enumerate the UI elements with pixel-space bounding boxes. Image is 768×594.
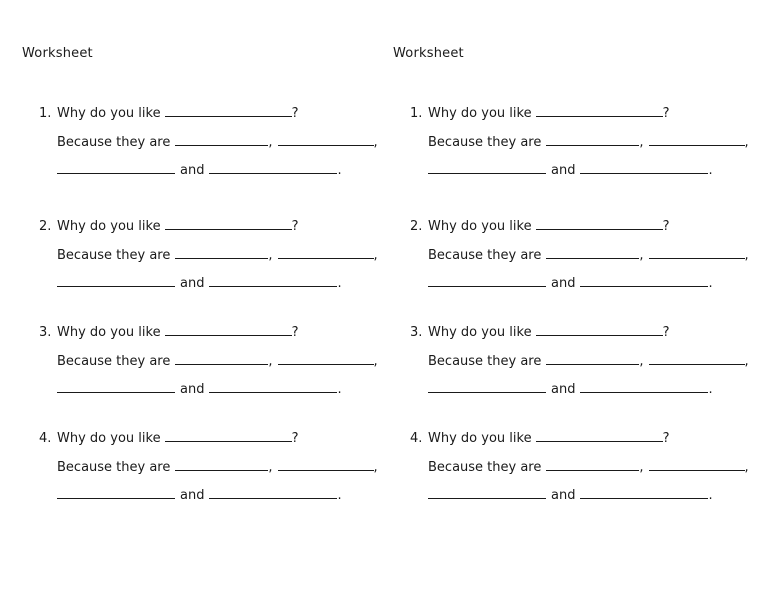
answer-blank-1[interactable]: [546, 457, 639, 471]
answer-blank-subject[interactable]: [536, 216, 663, 230]
worksheet-title: Worksheet: [22, 46, 93, 61]
question-mark: ?: [291, 219, 299, 234]
because-label: Because they are: [428, 248, 542, 263]
answer-blank-1[interactable]: [175, 351, 268, 365]
answer-blank-3[interactable]: [428, 379, 546, 393]
question-prompt: Why do you like: [428, 431, 532, 446]
answer-blank-1[interactable]: [546, 245, 639, 259]
answer-blank-subject[interactable]: [536, 428, 663, 442]
answer-blank-subject[interactable]: [165, 428, 292, 442]
answer-blank-subject[interactable]: [165, 103, 292, 117]
answer-blank-2[interactable]: [649, 457, 745, 471]
answer-blank-1[interactable]: [546, 351, 639, 365]
answer-blank-3[interactable]: [57, 379, 175, 393]
question-number: 1.: [410, 106, 423, 121]
answer-blank-4[interactable]: [209, 273, 337, 287]
answer-blank-1[interactable]: [175, 245, 268, 259]
question-mark: ?: [662, 106, 670, 121]
because-label: Because they are: [428, 135, 542, 150]
question-number: 3.: [39, 325, 52, 340]
answer-blank-2[interactable]: [649, 132, 745, 146]
question-prompt: Why do you like: [57, 431, 161, 446]
answer-blank-4[interactable]: [580, 379, 708, 393]
and-label: and: [551, 382, 576, 397]
question-mark: ?: [662, 431, 670, 446]
answer-blank-3[interactable]: [57, 160, 175, 174]
answer-blank-subject[interactable]: [536, 322, 663, 336]
answer-blank-4[interactable]: [209, 485, 337, 499]
question-prompt: Why do you like: [57, 219, 161, 234]
and-label: and: [180, 488, 205, 503]
because-label: Because they are: [428, 460, 542, 475]
answer-blank-1[interactable]: [546, 132, 639, 146]
question-prompt: Why do you like: [57, 106, 161, 121]
and-label: and: [180, 163, 205, 178]
answer-blank-3[interactable]: [428, 485, 546, 499]
because-label: Because they are: [57, 354, 171, 369]
question-mark: ?: [662, 219, 670, 234]
and-label: and: [180, 276, 205, 291]
question-number: 3.: [410, 325, 423, 340]
question-mark: ?: [291, 325, 299, 340]
answer-blank-2[interactable]: [278, 132, 374, 146]
and-label: and: [551, 488, 576, 503]
answer-blank-subject[interactable]: [536, 103, 663, 117]
answer-blank-3[interactable]: [428, 273, 546, 287]
and-label: and: [551, 163, 576, 178]
answer-blank-4[interactable]: [580, 273, 708, 287]
because-label: Because they are: [428, 354, 542, 369]
question-number: 1.: [39, 106, 52, 121]
question-prompt: Why do you like: [428, 325, 532, 340]
worksheet-title: Worksheet: [393, 46, 464, 61]
answer-blank-2[interactable]: [649, 351, 745, 365]
and-label: and: [551, 276, 576, 291]
answer-blank-subject[interactable]: [165, 322, 292, 336]
question-mark: ?: [291, 106, 299, 121]
question-number: 2.: [410, 219, 423, 234]
because-label: Because they are: [57, 460, 171, 475]
answer-blank-4[interactable]: [580, 485, 708, 499]
question-prompt: Why do you like: [57, 325, 161, 340]
answer-blank-2[interactable]: [278, 457, 374, 471]
answer-blank-3[interactable]: [428, 160, 546, 174]
answer-blank-4[interactable]: [209, 160, 337, 174]
answer-blank-3[interactable]: [57, 485, 175, 499]
answer-blank-2[interactable]: [278, 351, 374, 365]
question-mark: ?: [291, 431, 299, 446]
because-label: Because they are: [57, 248, 171, 263]
answer-blank-4[interactable]: [209, 379, 337, 393]
question-number: 2.: [39, 219, 52, 234]
answer-blank-3[interactable]: [57, 273, 175, 287]
and-label: and: [180, 382, 205, 397]
because-label: Because they are: [57, 135, 171, 150]
answer-blank-1[interactable]: [175, 457, 268, 471]
question-mark: ?: [662, 325, 670, 340]
answer-blank-2[interactable]: [278, 245, 374, 259]
question-number: 4.: [39, 431, 52, 446]
answer-blank-subject[interactable]: [165, 216, 292, 230]
question-number: 4.: [410, 431, 423, 446]
answer-blank-4[interactable]: [580, 160, 708, 174]
answer-blank-1[interactable]: [175, 132, 268, 146]
answer-blank-2[interactable]: [649, 245, 745, 259]
question-prompt: Why do you like: [428, 106, 532, 121]
question-prompt: Why do you like: [428, 219, 532, 234]
